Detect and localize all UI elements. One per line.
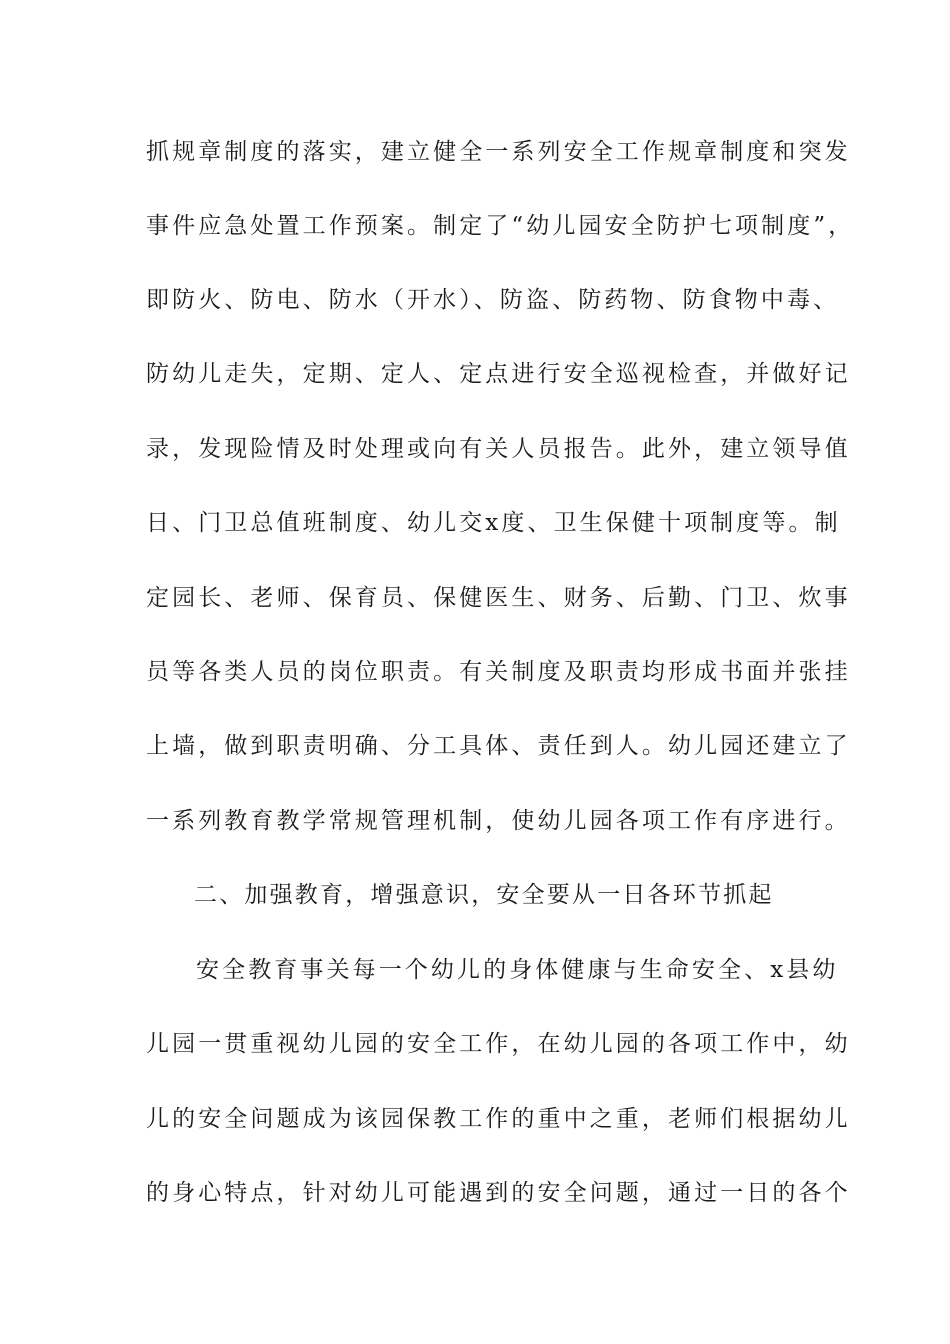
body-text-line: 一系列教育教学常规管理机制，使幼儿园各项工作有序进行。	[146, 808, 851, 834]
body-text-line: 定园长、老师、保育员、保健医生、财务、后勤、门卫、炊事	[146, 585, 851, 611]
body-text-line: 儿园一贯重视幼儿园的安全工作，在幼儿园的各项工作中，幼	[146, 1031, 851, 1057]
paragraph-first-line: 安全教育事关每一个幼儿的身体健康与生命安全、x县幼	[196, 957, 839, 983]
body-text-line: 上墙，做到职责明确、分工具体、责任到人。幼儿园还建立了	[146, 733, 851, 759]
body-text-line: 防幼儿走失，定期、定人、定点进行安全巡视检查，并做好记	[146, 361, 851, 387]
body-text-line: 日、门卫总值班制度、幼儿交x度、卫生保健十项制度等。制	[146, 510, 841, 536]
body-text-line: 的身心特点，针对幼儿可能遇到的安全问题，通过一日的各个	[146, 1180, 851, 1206]
body-text-line: 抓规章制度的落实，建立健全一系列安全工作规章制度和突发	[146, 139, 851, 165]
section-heading: 二、加强教育，增强意识，安全要从一日各环节抓起	[194, 882, 774, 908]
body-text-line: 员等各类人员的岗位职责。有关制度及职责均形成书面并张挂	[146, 659, 851, 685]
body-text-line: 即防火、防电、防水（开水）、防盗、防药物、防食物中毒、	[146, 287, 840, 313]
body-text-line: 儿的安全问题成为该园保教工作的重中之重，老师们根据幼儿	[146, 1106, 851, 1132]
body-text-line: 录，发现险情及时处理或向有关人员报告。此外，建立领导值	[146, 436, 851, 462]
body-text-line: 事件应急处置工作预案。制定了“幼儿园安全防护七项制度”，	[146, 213, 855, 239]
